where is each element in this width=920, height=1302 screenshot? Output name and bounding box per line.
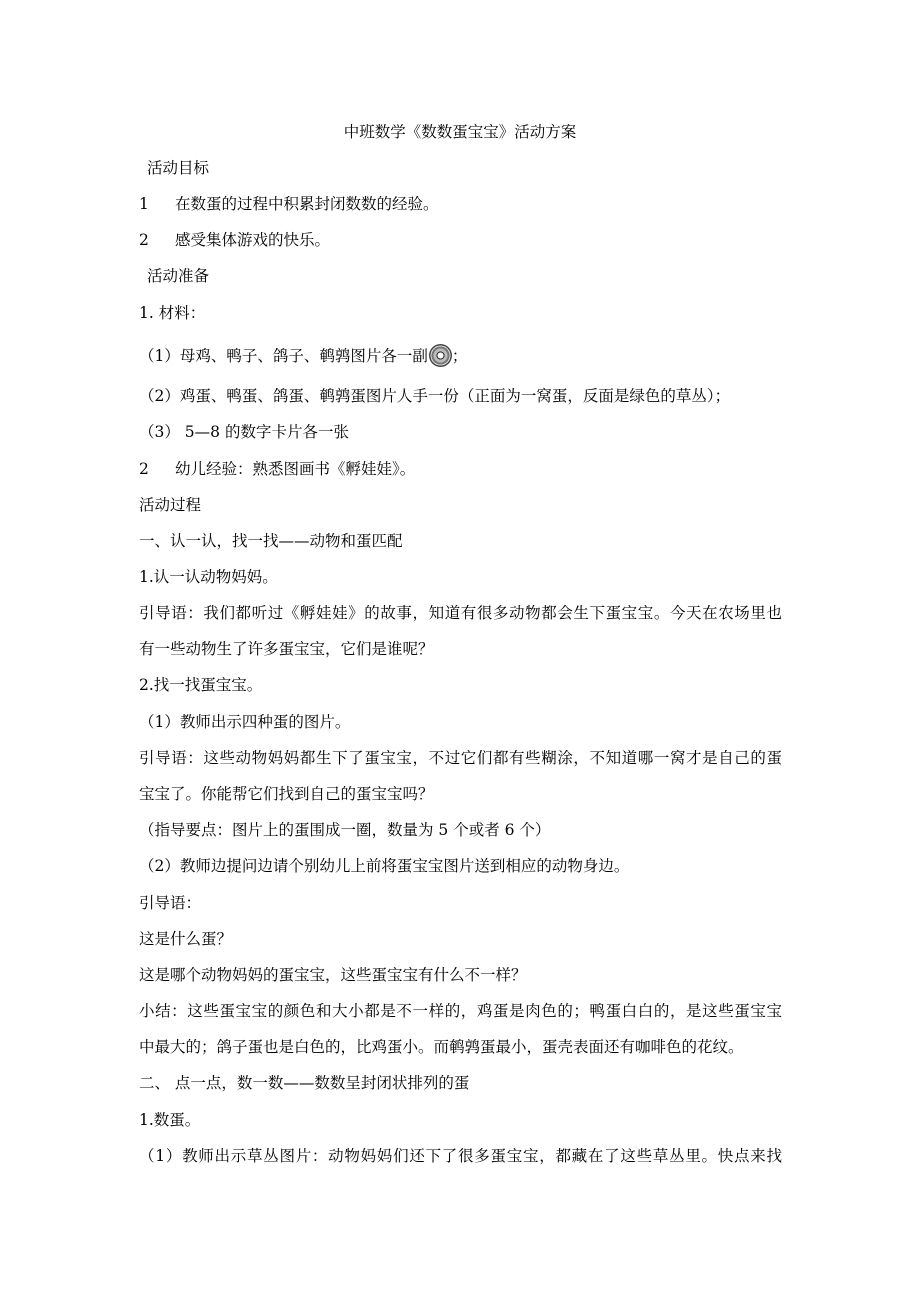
part-2-step-1-1: （1）教师出示草丛图片：动物妈妈们还下了很多蛋宝宝，都藏在了这些草丛里。快点来找 [139, 1147, 782, 1165]
prep-exp-text: 幼儿经验：熟悉图画书《孵娃娃》。 [175, 460, 416, 478]
part-1-step-2: 2.找一找蛋宝宝。 [139, 676, 263, 694]
prep-item-text: （1）母鸡、鸭子、鸽子、鹌鹑图片各一副 [139, 347, 428, 365]
section-heading-prep: 活动准备 [147, 267, 210, 285]
part-1-guide-2-line-2: 宝宝了。你能帮它们找到自己的蛋宝宝吗？ [139, 785, 434, 803]
section-heading-process: 活动过程 [139, 496, 202, 514]
part-1-guide-2-line-1: 引导语：这些动物妈妈都生下了蛋宝宝，不过它们都有些糊涂，不知道哪一窝才是自己的蛋 [139, 749, 782, 767]
cd-disc-icon [429, 344, 452, 367]
prep-item-3: （3） 5—8 的数字卡片各一张 [139, 423, 349, 441]
part-1-guide-1-line-2: 有一些动物生了许多蛋宝宝，它们是谁呢？ [139, 640, 434, 658]
part-1-guide-3: 引导语： [139, 894, 202, 912]
part-1-summary-line-2: 中最大的；鸽子蛋也是白色的，比鸡蛋小。而鹌鹑蛋最小，蛋壳表面还有咖啡色的花纹。 [139, 1038, 744, 1056]
part-1-step-2-2: （2）教师边提问边请个别幼儿上前将蛋宝宝图片送到相应的动物身边。 [139, 857, 630, 875]
goal-item-2 [139, 230, 330, 250]
part-2-title: 二、 点一点，数一数——数数呈封闭状排列的蛋 [139, 1074, 470, 1092]
goal-text: 在数蛋的过程中积累封闭数数的经验。 [175, 195, 439, 213]
part-1-tip: （指导要点：图片上的蛋围成一圈，数量为 5 个或者 6 个） [139, 821, 551, 839]
part-1-title: 一、认一认，找一找——动物和蛋匹配 [139, 532, 403, 550]
part-1-step-2-1: （1）教师出示四种蛋的图片。 [139, 713, 351, 731]
prep-exp-number: 2 [139, 460, 149, 478]
goal-number: 1 [139, 195, 149, 213]
part-1-step-1: 1.认一认动物妈妈。 [139, 568, 278, 586]
document-title: 中班数学《数数蛋宝宝》活动方案 [343, 123, 577, 141]
prep-materials-label: 1. 材料： [139, 304, 206, 322]
prep-item-1 [139, 344, 467, 367]
goal-text: 感受集体游戏的快乐。 [175, 231, 331, 249]
prep-item-2: （2）鸡蛋、鸭蛋、鸽蛋、鹌鹑蛋图片人手一份（正面为一窝蛋，反面是绿色的草丛）； [139, 387, 731, 405]
part-1-guide-1-line-1: 引导语：我们都听过《孵娃娃》的故事，知道有很多动物都会生下蛋宝宝。今天在农场里也 [139, 604, 782, 622]
part-1-summary-line-1: 小结：这些蛋宝宝的颜色和大小都是不一样的，鸡蛋是肉色的；鸭蛋白白的，是这些蛋宝宝 [139, 1002, 782, 1020]
goal-item-1 [139, 194, 439, 214]
prep-experience [139, 459, 415, 479]
goal-number: 2 [139, 231, 149, 249]
part-2-step-1: 1.数蛋。 [139, 1111, 201, 1129]
part-1-question-1: 这是什么蛋？ [139, 930, 233, 948]
prep-item-suffix: ； [451, 347, 468, 365]
part-1-question-2: 这是哪个动物妈妈的蛋宝宝，这些蛋宝宝有什么不一样？ [139, 966, 527, 984]
section-heading-goals: 活动目标 [147, 159, 210, 177]
